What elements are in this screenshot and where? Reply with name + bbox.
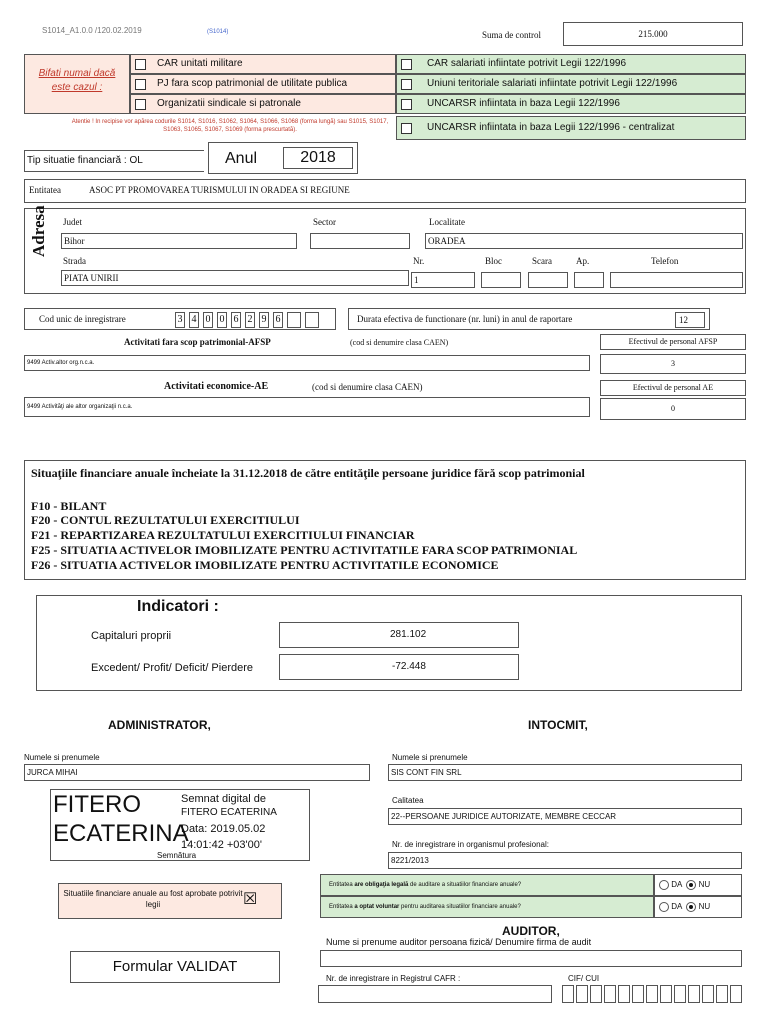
checkbox[interactable] bbox=[135, 99, 146, 110]
cif-cell[interactable] bbox=[674, 985, 686, 1003]
intocmit-title: INTOCMIT, bbox=[528, 718, 588, 732]
cod-digit: 2 bbox=[245, 312, 255, 328]
capital-value[interactable]: 281.102 bbox=[279, 622, 519, 648]
checkbox-row-uncarsr-centralizat[interactable] bbox=[396, 116, 746, 140]
audit-question-legal bbox=[320, 874, 654, 896]
checkbox-label: Organizatii sindicale si patronale bbox=[157, 98, 301, 109]
audit-legal-options bbox=[654, 874, 742, 896]
durata-value: 12 bbox=[675, 312, 705, 328]
auditor-name-field[interactable] bbox=[320, 950, 742, 967]
afsp-staff-label: Efectivul de personal AFSP bbox=[600, 334, 746, 350]
cod-digit: 0 bbox=[217, 312, 227, 328]
cif-cell[interactable] bbox=[604, 985, 616, 1003]
checkbox-row-car-militare[interactable] bbox=[130, 54, 396, 74]
afsp-caen-field[interactable]: 9499 Activ.altor org.n.c.a. bbox=[24, 355, 590, 371]
cif-cell[interactable] bbox=[632, 985, 644, 1003]
radio-da[interactable] bbox=[659, 880, 669, 890]
statements-title: Situaţiile financiare anuale încheiate la 31.12.2018 de către entităţile persoane juridice fără scop patrimonial bbox=[31, 466, 585, 480]
checkbox[interactable] bbox=[135, 79, 146, 90]
form-code: S1014_A1.0.0 /120.02.2019 bbox=[42, 26, 142, 35]
strada-field[interactable]: PIATA UNIRII bbox=[61, 270, 409, 286]
question-text: Entitatea bbox=[329, 882, 355, 888]
signature-line: Data: 2019.05.02 bbox=[181, 823, 266, 835]
question-text: Entitatea bbox=[329, 904, 355, 910]
formular-validat: Formular VALIDAT bbox=[70, 951, 280, 983]
checkbox-label: UNCARSR infiintata in baza Legii 122/1996 - centralizat bbox=[427, 122, 675, 133]
cod-digit: 6 bbox=[231, 312, 241, 328]
auditor-title: AUDITOR, bbox=[502, 924, 560, 938]
cif-cell[interactable] bbox=[702, 985, 714, 1003]
cod-digit: 6 bbox=[273, 312, 283, 328]
radio-da-label: DA bbox=[671, 902, 682, 911]
indicators-title: Indicatori : bbox=[137, 598, 219, 615]
localitate-label: Localitate bbox=[429, 217, 465, 227]
checkbox[interactable] bbox=[401, 123, 412, 134]
cafr-label: Nr. de inregistrare in Registrul CAFR : bbox=[326, 974, 461, 983]
intocmit-name-label: Numele si prenumele bbox=[392, 753, 468, 762]
tip-situatie: Tip situatie financiară : OL bbox=[24, 150, 204, 172]
anul-box bbox=[208, 142, 358, 174]
ap-field[interactable] bbox=[574, 272, 604, 288]
afsp-staff-value[interactable]: 3 bbox=[600, 354, 746, 374]
statement-item: F26 - SITUATIA ACTIVELOR IMOBILIZATE PENTRU ACTIVITATILE ECONOMICE bbox=[31, 558, 499, 572]
statement-item: F20 - CONTUL REZULTATULUI EXERCITIULUI bbox=[31, 513, 300, 527]
cif-cell[interactable] bbox=[688, 985, 700, 1003]
calitatea-label: Calitatea bbox=[392, 796, 424, 805]
address-section bbox=[24, 205, 746, 294]
excedent-label: Excedent/ Profit/ Deficit/ Pierdere bbox=[91, 662, 254, 674]
radio-nu-label: NU bbox=[698, 880, 711, 889]
durata-label: Durata efectiva de functionare (nr. luni) in anul de raportare bbox=[357, 314, 573, 324]
checkbox-label: UNCARSR infiintata in baza Legii 122/1996 bbox=[427, 98, 620, 109]
signature-line: FITERO ECATERINA bbox=[181, 807, 277, 818]
cod-digit bbox=[287, 312, 301, 328]
entitatea-value: ASOC PT PROMOVAREA TURISMULUI IN ORADEA SI REGIUNE bbox=[89, 185, 350, 195]
auditor-name-label: Nume si prenume auditor persoana fizică/ Denumire firma de audit bbox=[326, 937, 592, 947]
bloc-label: Bloc bbox=[485, 256, 502, 266]
cod-digit: 0 bbox=[203, 312, 213, 328]
sector-field[interactable] bbox=[310, 233, 410, 249]
checkbox-row-pj-utilitate[interactable] bbox=[130, 74, 396, 94]
checkbox-label: CAR unitati militare bbox=[157, 58, 243, 69]
nr-label: Nr. bbox=[413, 256, 425, 266]
control-sum-label: Suma de control bbox=[482, 30, 541, 40]
admin-name-label: Numele si prenumele bbox=[24, 753, 100, 762]
ae-hint: (cod si denumire clasa CAEN) bbox=[312, 382, 423, 392]
tick-instruction-label: Bifati numai dacă este cazul : bbox=[38, 68, 116, 93]
cif-cell[interactable] bbox=[660, 985, 672, 1003]
cif-cell[interactable] bbox=[730, 985, 742, 1003]
sector-label: Sector bbox=[313, 217, 336, 227]
entitatea-label: Entitatea bbox=[29, 185, 61, 195]
afsp-hint: (cod si denumire clasa CAEN) bbox=[350, 338, 449, 347]
radio-da-label: DA bbox=[671, 880, 682, 889]
audit-question-voluntary bbox=[320, 896, 654, 918]
checkbox-label: Uniuni teritoriale salariati infiintate potrivit Legii 122/1996 bbox=[427, 78, 678, 89]
control-sum-value: 215.000 bbox=[563, 22, 743, 46]
ae-caen-field[interactable]: 9499 Activităţi ale altor organizaţii n.c.a. bbox=[24, 397, 590, 417]
question-text: de auditare a situatiilor financiare anuale? bbox=[408, 882, 522, 888]
statement-item: F10 - BILANT bbox=[31, 499, 107, 513]
telefon-field[interactable] bbox=[610, 272, 743, 288]
bloc-field[interactable] bbox=[481, 272, 521, 288]
ae-title: Activitati economice-AE bbox=[164, 381, 269, 392]
judet-label: Judet bbox=[63, 217, 82, 227]
cif-cell[interactable] bbox=[618, 985, 630, 1003]
scara-field[interactable] bbox=[528, 272, 568, 288]
cif-label: CIF/ CUI bbox=[568, 974, 600, 983]
signature-line: Semnat digital de bbox=[181, 793, 266, 805]
ap-label: Ap. bbox=[576, 256, 590, 266]
cod-digit bbox=[305, 312, 319, 328]
cafr-field[interactable] bbox=[318, 985, 552, 1003]
tick-instruction-box bbox=[24, 54, 130, 114]
checkbox-row-uncarsr[interactable] bbox=[396, 94, 746, 114]
radio-nu[interactable] bbox=[686, 902, 696, 912]
form-code-note: Atentie ! In recipise vor apărea codurile S1014, S1016, S1062, S1064, S1066, S1068 (forma lungă) sau S1015, S1017, S1063, S1065, S1067, S1069 (forma prescurtată). bbox=[71, 119, 389, 133]
checkbox-row-car-salariati[interactable] bbox=[396, 54, 746, 74]
ae-staff-label: Efectivul de personal AE bbox=[600, 380, 746, 396]
cod-digit: 9 bbox=[259, 312, 269, 328]
strada-label: Strada bbox=[63, 256, 86, 266]
cod-digit: 3 bbox=[175, 312, 185, 328]
excedent-value[interactable]: -72.448 bbox=[279, 654, 519, 680]
nr-prof-field[interactable]: 8221/2013 bbox=[388, 852, 742, 869]
cif-cell[interactable] bbox=[646, 985, 658, 1003]
calitatea-field[interactable]: 22--PERSOANE JURIDICE AUTORIZATE, MEMBRE CECCAR bbox=[388, 808, 742, 825]
radio-nu-label: NU bbox=[698, 902, 711, 911]
cif-cell[interactable] bbox=[716, 985, 728, 1003]
capital-label: Capitaluri proprii bbox=[91, 630, 172, 642]
address-side-label: Adresa bbox=[29, 205, 48, 257]
entitatea-row bbox=[24, 179, 746, 203]
approval-box bbox=[58, 883, 282, 919]
digital-signature-box[interactable] bbox=[50, 789, 310, 861]
localitate-field[interactable]: ORADEA bbox=[425, 233, 743, 249]
statement-item: F21 - REPARTIZAREA REZULTATULUI EXERCITIULUI FINANCIAR bbox=[31, 528, 415, 542]
telefon-label: Telefon bbox=[651, 256, 679, 266]
checkbox-row-uniuni[interactable] bbox=[396, 74, 746, 94]
question-bold: a optat voluntar bbox=[354, 904, 400, 910]
statement-item: F25 - SITUATIA ACTIVELOR IMOBILIZATE PENTRU ACTIVITATILE FARA SCOP PATRIMONIAL bbox=[31, 543, 578, 557]
checkbox[interactable] bbox=[401, 99, 412, 110]
audit-voluntary-options bbox=[654, 896, 742, 918]
cif-cell[interactable] bbox=[576, 985, 588, 1003]
checkbox[interactable] bbox=[135, 59, 146, 70]
form-subcode: (S1014) bbox=[207, 29, 229, 35]
approval-checkbox[interactable]: ☒ bbox=[243, 891, 258, 908]
cod-unic-row bbox=[24, 308, 336, 330]
checkbox[interactable] bbox=[401, 79, 412, 90]
nr-prof-label: Nr. de inregistrare in organismul profesional: bbox=[392, 840, 549, 849]
intocmit-name-field[interactable]: SIS CONT FIN SRL bbox=[388, 764, 742, 781]
radio-nu[interactable] bbox=[686, 880, 696, 890]
checkbox-label: CAR salariati infiintate potrivit Legii 122/1996 bbox=[427, 58, 626, 69]
ae-staff-value[interactable]: 0 bbox=[600, 398, 746, 420]
question-text: pentru auditarea situatiilor financiare anuale? bbox=[399, 904, 521, 910]
anul-label: Anul bbox=[225, 150, 258, 167]
nr-field[interactable]: 1 bbox=[411, 272, 475, 288]
signature-name-line1: FITERO bbox=[53, 791, 141, 818]
radio-da[interactable] bbox=[659, 902, 669, 912]
question-bold: are obligaţia legală bbox=[354, 882, 409, 888]
judet-field[interactable]: Bihor bbox=[61, 233, 297, 249]
cod-digit: 4 bbox=[189, 312, 199, 328]
checkbox[interactable] bbox=[401, 59, 412, 70]
signature-caption: Semnătura bbox=[157, 851, 197, 860]
approval-text: Situatiile financiare anuale au fost aprobate potrivit legii bbox=[63, 889, 243, 909]
indicators-box bbox=[36, 595, 742, 691]
admin-name-field[interactable]: JURCA MIHAI bbox=[24, 764, 370, 781]
checkbox-row-sindicale[interactable] bbox=[130, 94, 396, 114]
statements-box bbox=[24, 460, 746, 580]
afsp-title: Activitati fara scop patrimonial-AFSP bbox=[124, 337, 271, 347]
anul-value: 2018 bbox=[283, 147, 353, 169]
cif-cell[interactable] bbox=[562, 985, 574, 1003]
scara-label: Scara bbox=[532, 256, 552, 266]
cod-unic-label: Cod unic de inregistrare bbox=[39, 314, 126, 324]
checkbox-label: PJ fara scop patrimonial de utilitate publica bbox=[157, 78, 348, 89]
cif-cell[interactable] bbox=[590, 985, 602, 1003]
administrator-title: ADMINISTRATOR, bbox=[108, 718, 211, 732]
durata-row bbox=[348, 308, 710, 330]
signature-line: 14:01:42 +03'00' bbox=[181, 839, 262, 851]
signature-name-line2: ECATERINA bbox=[53, 820, 189, 847]
